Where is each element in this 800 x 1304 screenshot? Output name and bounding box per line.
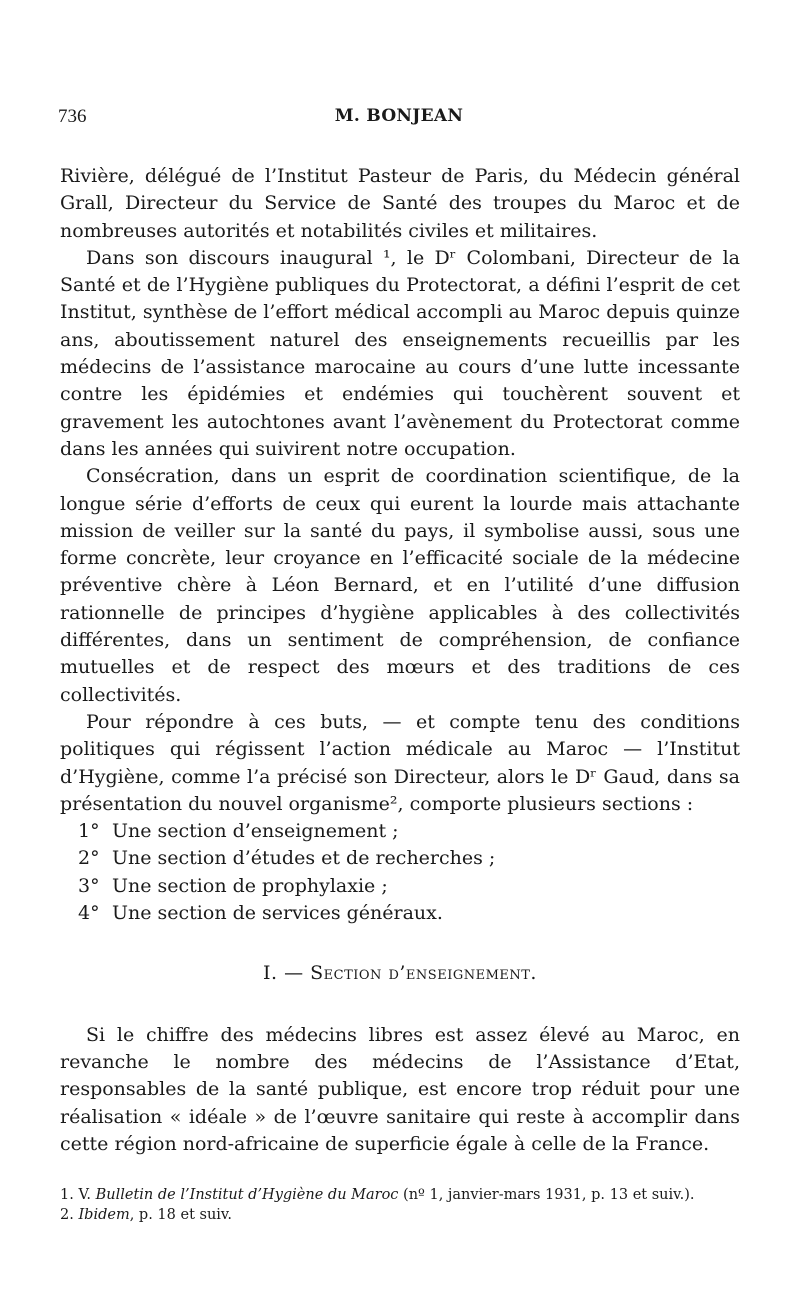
list-item [60, 900, 740, 927]
section-heading: I. — Section d’enseignement. [263, 962, 537, 985]
paragraph: Si le chiffre des médecins libres est assez élevé au Maroc, en revanche le nombre des médecins de l’Assistance d’Etat, responsables de la santé publique, est encore trop réduit pour une réalisation « idéale » de l’œuvre sanitaire qui reste à accomplir dans cette région nord-africaine de superficie égale à celle de la France. [60, 1023, 740, 1155]
list-text: Une section d’enseignement ; [112, 820, 399, 843]
footnote-text: (nº 1, janvier-mars 1931, p. 13 et suiv.). [398, 1187, 695, 1203]
page-header [58, 106, 740, 140]
list-text: Une section de services généraux. [112, 902, 443, 925]
footnote [60, 1186, 740, 1204]
list-text: Une section de prophylaxie ; [112, 874, 388, 897]
sections-list [60, 818, 740, 927]
paragraph: Consécration, dans un esprit de coordination scientifique, de la longue série d’efforts de ceux qui eurent la lourde mais attachante mission de veiller sur la santé du pays, il symbolise aussi, sous une forme concrète, leur croyance en l’efficacité sociale de la médecine préventive chère à Léon Bernard, et en l’utilité d’une diffusion rationnelle de principes d’hygiène applicables à des collectivités différentes, dans un sentiment de compréhension, de confiance mutuelles et de respect des mœurs et des traditions de ces collectivités. [60, 465, 740, 706]
footnote-title: Bulletin de l’Institut d’Hygiène du Maroc [95, 1187, 399, 1203]
running-head: M. BONJEAN [334, 106, 464, 126]
list-item [60, 873, 740, 900]
paragraph: Dans son discours inaugural ¹, le Dʳ Colombani, Directeur de la Santé et de l’Hygiène publiques du Protectorat, a défini l’esprit de cet Institut, synthèse de l’effort médical accompli au Maroc depuis quinze ans, aboutissement naturel des enseignements recueillis par les médecins de l’assistance marocaine au cours d’une lutte incessante contre les épidémies et endémies qui touchèrent souvent et gravement les autochtones avant l’avènement du Protectorat comme dans les années qui suivirent notre occupation. [60, 246, 740, 460]
footnote-text: , p. 18 et suiv. [129, 1207, 233, 1223]
paragraph: Rivière, délégué de l’Institut Pasteur de Paris, du Médecin général Grall, Directeur du Service de Santé des troupes du Maroc et de nombreuses autorités et notabilités civiles et militaires. [60, 165, 740, 242]
list-number: 2° [78, 847, 100, 870]
footnote-number: 1. V. [60, 1187, 96, 1203]
body-text [60, 163, 740, 1158]
paragraph: Pour répondre à ces buts, — et compte tenu des conditions politiques qui régissent l’action médicale au Maroc — l’Institut d’Hygiène, comme l’a précisé son Directeur, alors le Dʳ Gaud, dans sa présentation du nouvel organisme², comporte plusieurs sections : [60, 710, 740, 815]
footnote-title: Ibidem [78, 1207, 130, 1223]
page-number: 736 [58, 106, 87, 127]
list-item [60, 818, 740, 845]
list-item [60, 845, 740, 872]
list-number: 3° [78, 874, 100, 897]
list-text: Une section d’études et de recherches ; [112, 847, 496, 870]
list-number: 4° [78, 902, 100, 925]
footnotes [60, 1186, 740, 1226]
footnote [60, 1206, 740, 1224]
list-number: 1° [78, 820, 100, 843]
footnote-number: 2. [60, 1207, 79, 1223]
